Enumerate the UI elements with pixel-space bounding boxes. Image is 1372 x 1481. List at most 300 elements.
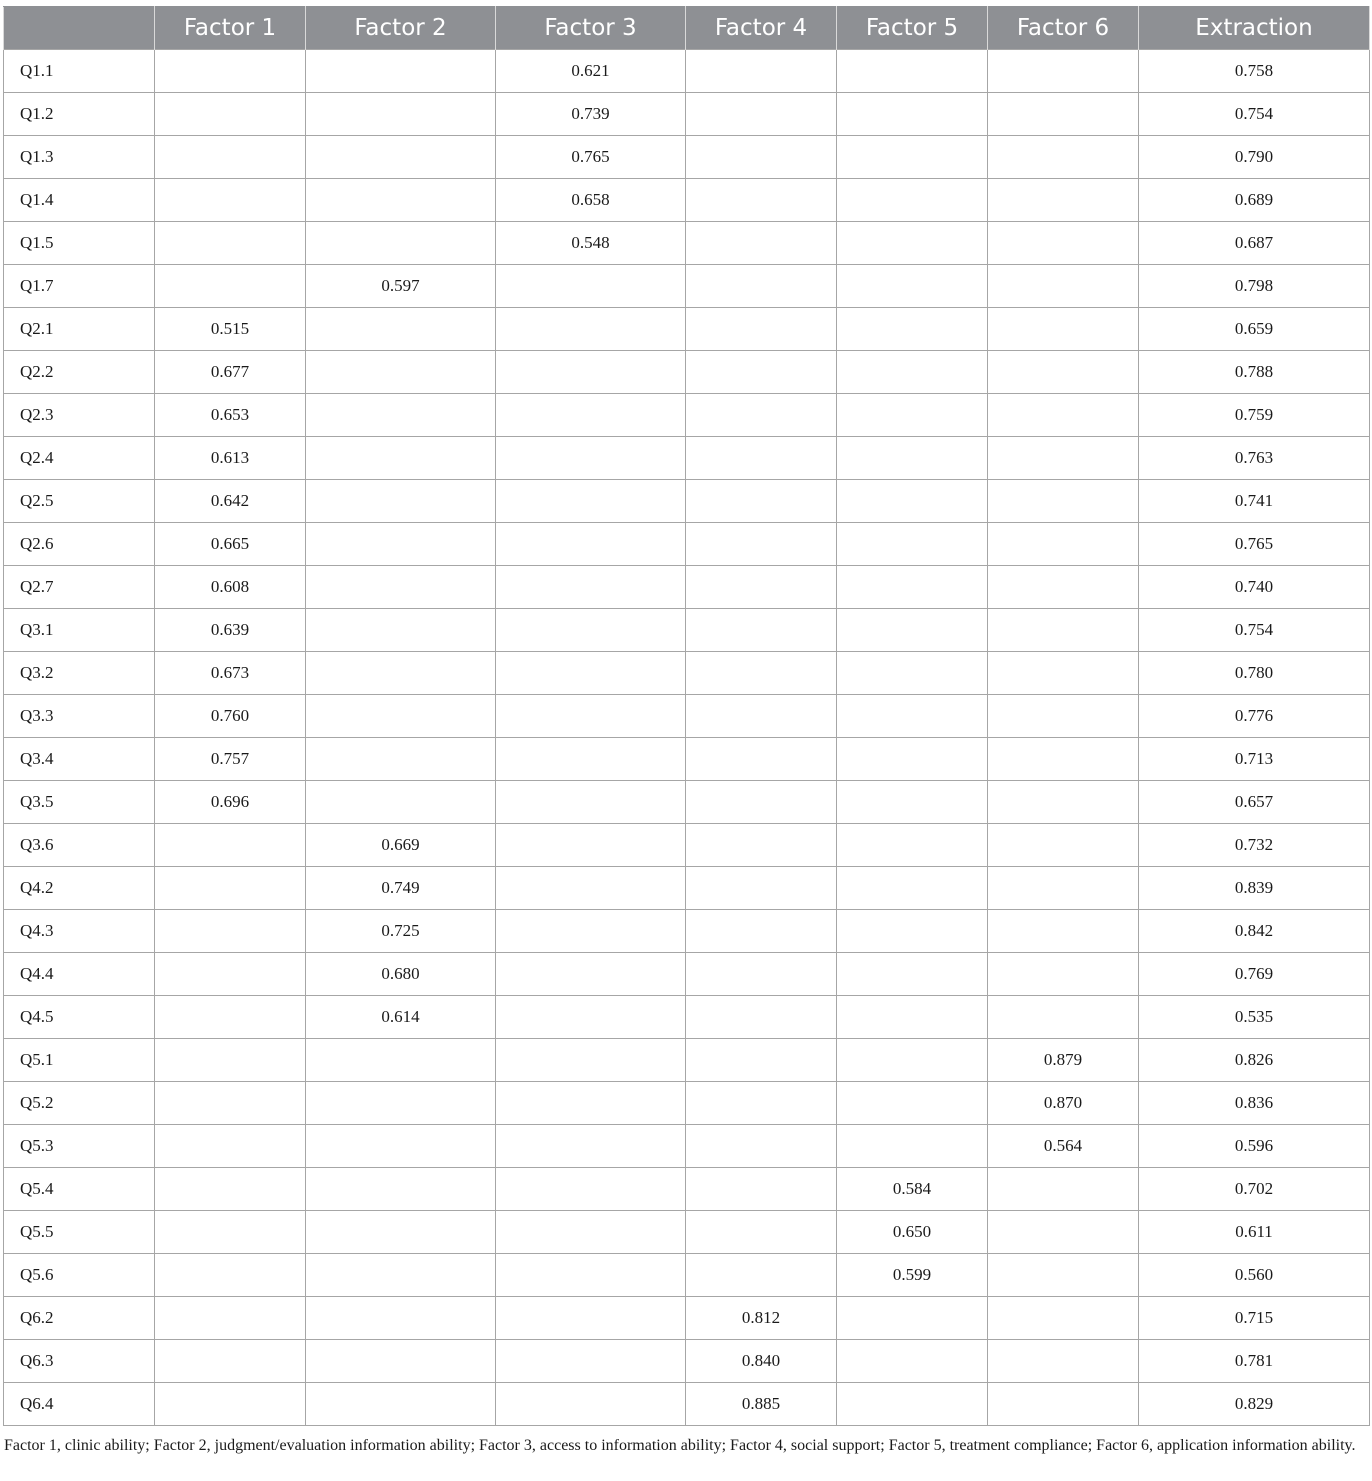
factor-3-cell [496,867,686,910]
factor-1-cell: 0.653 [155,394,306,437]
factor-1-cell [155,136,306,179]
factor-5-cell [837,566,988,609]
factor-5-cell [837,1297,988,1340]
factor-5-cell [837,1125,988,1168]
factor-2-cell [306,222,496,265]
factor-6-cell [988,437,1139,480]
extraction-cell: 0.839 [1139,867,1370,910]
item-label: Q4.4 [4,953,155,996]
table-row [4,523,1370,566]
factor-5-cell [837,93,988,136]
factor-3-cell [496,394,686,437]
factor-5-cell [837,265,988,308]
factor-2-cell [306,93,496,136]
factor-4-cell: 0.885 [686,1383,837,1426]
factor-6-cell: 0.879 [988,1039,1139,1082]
factor-2-cell [306,1125,496,1168]
factor-1-cell [155,910,306,953]
factor-6-cell [988,1168,1139,1211]
factor-6-cell [988,308,1139,351]
factor-5-cell [837,50,988,93]
item-label: Q1.5 [4,222,155,265]
factor-2-cell [306,1340,496,1383]
extraction-cell: 0.754 [1139,93,1370,136]
header-factor-3: Factor 3 [496,7,686,50]
extraction-cell: 0.769 [1139,953,1370,996]
factor-6-cell [988,1254,1139,1297]
header-extraction: Extraction [1139,7,1370,50]
item-label: Q3.2 [4,652,155,695]
factor-4-cell [686,523,837,566]
extraction-cell: 0.740 [1139,566,1370,609]
table-row [4,394,1370,437]
factor-6-cell [988,1340,1139,1383]
factor-2-cell [306,437,496,480]
factor-2-cell [306,1082,496,1125]
factor-1-cell [155,50,306,93]
extraction-cell: 0.689 [1139,179,1370,222]
factor-1-cell: 0.696 [155,781,306,824]
item-label: Q3.1 [4,609,155,652]
header-factor-6: Factor 6 [988,7,1139,50]
item-label: Q5.2 [4,1082,155,1125]
factor-6-cell [988,265,1139,308]
factor-6-cell [988,93,1139,136]
extraction-cell: 0.826 [1139,1039,1370,1082]
item-label: Q3.4 [4,738,155,781]
factor-1-cell [155,93,306,136]
factor-5-cell [837,437,988,480]
factor-4-cell [686,867,837,910]
factor-4-cell [686,953,837,996]
item-label: Q1.2 [4,93,155,136]
factor-4-cell [686,910,837,953]
factor-2-cell [306,695,496,738]
factor-5-cell [837,136,988,179]
extraction-cell: 0.790 [1139,136,1370,179]
factor-4-cell [686,50,837,93]
factor-1-cell: 0.515 [155,308,306,351]
factor-1-cell [155,953,306,996]
factor-2-cell [306,351,496,394]
extraction-cell: 0.776 [1139,695,1370,738]
factor-5-cell [837,523,988,566]
extraction-cell: 0.754 [1139,609,1370,652]
factor-6-cell [988,1383,1139,1426]
header-item [4,7,155,50]
factor-1-cell [155,265,306,308]
extraction-cell: 0.732 [1139,824,1370,867]
factor-3-cell: 0.739 [496,93,686,136]
item-label: Q2.6 [4,523,155,566]
factor-6-cell [988,953,1139,996]
factor-3-cell [496,1383,686,1426]
extraction-cell: 0.611 [1139,1211,1370,1254]
extraction-cell: 0.836 [1139,1082,1370,1125]
extraction-cell: 0.780 [1139,652,1370,695]
factor-1-cell: 0.677 [155,351,306,394]
item-label: Q5.1 [4,1039,155,1082]
factor-2-cell [306,1168,496,1211]
item-label: Q1.4 [4,179,155,222]
factor-4-cell [686,996,837,1039]
factor-6-cell [988,351,1139,394]
factor-2-cell [306,781,496,824]
factor-1-cell [155,222,306,265]
factor-1-cell [155,1039,306,1082]
table-row [4,265,1370,308]
table-row [4,953,1370,996]
factor-6-cell [988,1297,1139,1340]
factor-1-cell: 0.757 [155,738,306,781]
factor-5-cell [837,996,988,1039]
factor-2-cell [306,523,496,566]
factor-6-cell [988,136,1139,179]
table-row [4,781,1370,824]
factor-6-cell [988,695,1139,738]
factor-6-cell [988,179,1139,222]
factor-1-cell: 0.613 [155,437,306,480]
factor-3-cell [496,695,686,738]
factor-3-cell [496,781,686,824]
item-label: Q5.4 [4,1168,155,1211]
table-row [4,179,1370,222]
table-footnote: Factor 1, clinic ability; Factor 2, judgment/evaluation information ability; Factor 3, access to information ability; Factor 4, social support; Factor 5, treatment compliance; Factor 6, application information ability. [4,1437,1356,1454]
factor-6-cell [988,910,1139,953]
factor-3-cell [496,566,686,609]
factor-5-cell [837,222,988,265]
item-label: Q4.2 [4,867,155,910]
factor-4-cell [686,609,837,652]
extraction-cell: 0.763 [1139,437,1370,480]
factor-2-cell [306,1297,496,1340]
extraction-cell: 0.560 [1139,1254,1370,1297]
extraction-cell: 0.535 [1139,996,1370,1039]
factor-3-cell [496,1039,686,1082]
extraction-cell: 0.829 [1139,1383,1370,1426]
factor-4-cell [686,824,837,867]
factor-2-cell: 0.614 [306,996,496,1039]
factor-4-cell [686,308,837,351]
factor-2-cell [306,136,496,179]
factor-3-cell [496,953,686,996]
item-label: Q3.6 [4,824,155,867]
factor-6-cell [988,867,1139,910]
factor-4-cell [686,1082,837,1125]
factor-loading-table [3,6,1370,1426]
factor-4-cell [686,437,837,480]
factor-6-cell [988,738,1139,781]
table-row [4,351,1370,394]
factor-5-cell [837,1082,988,1125]
factor-1-cell [155,1297,306,1340]
factor-6-cell [988,480,1139,523]
factor-5-cell: 0.584 [837,1168,988,1211]
factor-3-cell: 0.621 [496,50,686,93]
table-row [4,1254,1370,1297]
factor-5-cell [837,609,988,652]
item-label: Q2.3 [4,394,155,437]
factor-2-cell [306,308,496,351]
factor-1-cell: 0.639 [155,609,306,652]
table-row [4,910,1370,953]
factor-4-cell [686,222,837,265]
factor-5-cell [837,824,988,867]
extraction-cell: 0.788 [1139,351,1370,394]
factor-2-cell [306,50,496,93]
table-row [4,566,1370,609]
factor-3-cell [496,910,686,953]
table-row [4,480,1370,523]
extraction-cell: 0.659 [1139,308,1370,351]
factor-4-cell [686,1125,837,1168]
factor-6-cell [988,523,1139,566]
table-row [4,1340,1370,1383]
factor-1-cell [155,1211,306,1254]
factor-3-cell [496,351,686,394]
factor-6-cell [988,996,1139,1039]
factor-4-cell [686,394,837,437]
factor-3-cell [496,1168,686,1211]
extraction-cell: 0.741 [1139,480,1370,523]
factor-4-cell: 0.812 [686,1297,837,1340]
factor-1-cell: 0.665 [155,523,306,566]
factor-2-cell: 0.669 [306,824,496,867]
factor-3-cell: 0.658 [496,179,686,222]
item-label: Q6.4 [4,1383,155,1426]
table-row [4,222,1370,265]
factor-5-cell [837,351,988,394]
factor-3-cell [496,652,686,695]
factor-4-cell [686,738,837,781]
item-label: Q5.5 [4,1211,155,1254]
factor-2-cell [306,652,496,695]
factor-3-cell [496,1211,686,1254]
factor-3-cell [496,480,686,523]
header-factor-2: Factor 2 [306,7,496,50]
factor-6-cell [988,566,1139,609]
factor-6-cell [988,781,1139,824]
factor-2-cell: 0.725 [306,910,496,953]
factor-3-cell: 0.548 [496,222,686,265]
factor-3-cell [496,738,686,781]
factor-4-cell [686,1039,837,1082]
item-label: Q2.1 [4,308,155,351]
item-label: Q6.2 [4,1297,155,1340]
factor-2-cell [306,179,496,222]
factor-4-cell [686,179,837,222]
factor-1-cell [155,1254,306,1297]
factor-5-cell [837,695,988,738]
factor-5-cell [837,179,988,222]
item-label: Q4.5 [4,996,155,1039]
factor-1-cell [155,1383,306,1426]
factor-3-cell [496,1340,686,1383]
table-row [4,437,1370,480]
factor-4-cell [686,480,837,523]
extraction-cell: 0.798 [1139,265,1370,308]
factor-2-cell [306,1211,496,1254]
table-row [4,308,1370,351]
item-label: Q6.3 [4,1340,155,1383]
extraction-cell: 0.765 [1139,523,1370,566]
factor-5-cell [837,910,988,953]
factor-6-cell [988,1211,1139,1254]
item-label: Q2.4 [4,437,155,480]
table-row [4,738,1370,781]
factor-2-cell [306,394,496,437]
factor-4-cell [686,695,837,738]
item-label: Q3.3 [4,695,155,738]
table-row [4,1082,1370,1125]
factor-1-cell [155,179,306,222]
header-factor-5: Factor 5 [837,7,988,50]
extraction-cell: 0.842 [1139,910,1370,953]
header-factor-4: Factor 4 [686,7,837,50]
factor-4-cell [686,1254,837,1297]
table-row [4,996,1370,1039]
factor-5-cell [837,867,988,910]
table-row [4,1383,1370,1426]
table-row [4,1125,1370,1168]
factor-1-cell [155,824,306,867]
factor-4-cell [686,136,837,179]
header-row [4,7,1370,50]
factor-2-cell: 0.597 [306,265,496,308]
factor-4-cell [686,566,837,609]
factor-4-cell: 0.840 [686,1340,837,1383]
factor-6-cell [988,824,1139,867]
item-label: Q2.2 [4,351,155,394]
factor-1-cell [155,996,306,1039]
factor-5-cell [837,1383,988,1426]
item-label: Q5.3 [4,1125,155,1168]
factor-3-cell [496,609,686,652]
item-label: Q4.3 [4,910,155,953]
factor-3-cell [496,308,686,351]
table-body [4,50,1370,1426]
factor-5-cell [837,1039,988,1082]
factor-5-cell [837,953,988,996]
factor-2-cell [306,609,496,652]
factor-3-cell [496,437,686,480]
item-label: Q2.5 [4,480,155,523]
factor-1-cell: 0.642 [155,480,306,523]
item-label: Q5.6 [4,1254,155,1297]
table-row [4,867,1370,910]
factor-4-cell [686,93,837,136]
table-row [4,824,1370,867]
factor-3-cell [496,1125,686,1168]
factor-6-cell [988,50,1139,93]
factor-4-cell [686,351,837,394]
factor-5-cell [837,1340,988,1383]
factor-5-cell: 0.650 [837,1211,988,1254]
factor-3-cell [496,265,686,308]
factor-5-cell [837,738,988,781]
factor-3-cell [496,1254,686,1297]
factor-3-cell [496,1297,686,1340]
item-label: Q1.3 [4,136,155,179]
factor-1-cell [155,1340,306,1383]
factor-4-cell [686,1211,837,1254]
factor-1-cell [155,1082,306,1125]
factor-5-cell [837,652,988,695]
extraction-cell: 0.702 [1139,1168,1370,1211]
table-row [4,1297,1370,1340]
factor-4-cell [686,652,837,695]
extraction-cell: 0.781 [1139,1340,1370,1383]
factor-2-cell: 0.680 [306,953,496,996]
factor-1-cell: 0.608 [155,566,306,609]
factor-1-cell [155,1168,306,1211]
table-header [4,7,1370,50]
factor-2-cell [306,1254,496,1297]
table-row [4,50,1370,93]
extraction-cell: 0.657 [1139,781,1370,824]
item-label: Q3.5 [4,781,155,824]
factor-5-cell: 0.599 [837,1254,988,1297]
factor-2-cell [306,738,496,781]
table-row [4,1039,1370,1082]
factor-2-cell [306,1039,496,1082]
item-label: Q2.7 [4,566,155,609]
factor-2-cell [306,480,496,523]
factor-3-cell: 0.765 [496,136,686,179]
extraction-cell: 0.759 [1139,394,1370,437]
header-factor-1: Factor 1 [155,7,306,50]
factor-5-cell [837,394,988,437]
factor-1-cell [155,867,306,910]
factor-2-cell [306,1383,496,1426]
factor-3-cell [496,523,686,566]
item-label: Q1.1 [4,50,155,93]
extraction-cell: 0.687 [1139,222,1370,265]
factor-1-cell: 0.760 [155,695,306,738]
factor-5-cell [837,480,988,523]
factor-3-cell [496,996,686,1039]
extraction-cell: 0.758 [1139,50,1370,93]
table-row [4,136,1370,179]
factor-2-cell [306,566,496,609]
factor-5-cell [837,781,988,824]
table-row [4,609,1370,652]
factor-3-cell [496,1082,686,1125]
factor-6-cell [988,394,1139,437]
factor-6-cell [988,222,1139,265]
factor-4-cell [686,265,837,308]
factor-6-cell: 0.870 [988,1082,1139,1125]
factor-5-cell [837,308,988,351]
table-row [4,93,1370,136]
table-row [4,1211,1370,1254]
extraction-cell: 0.713 [1139,738,1370,781]
factor-4-cell [686,1168,837,1211]
factor-6-cell [988,609,1139,652]
factor-6-cell [988,652,1139,695]
extraction-cell: 0.715 [1139,1297,1370,1340]
factor-4-cell [686,781,837,824]
extraction-cell: 0.596 [1139,1125,1370,1168]
factor-1-cell: 0.673 [155,652,306,695]
table-row [4,652,1370,695]
factor-1-cell [155,1125,306,1168]
factor-3-cell [496,824,686,867]
table-row [4,1168,1370,1211]
table-row [4,695,1370,738]
item-label: Q1.7 [4,265,155,308]
factor-6-cell: 0.564 [988,1125,1139,1168]
